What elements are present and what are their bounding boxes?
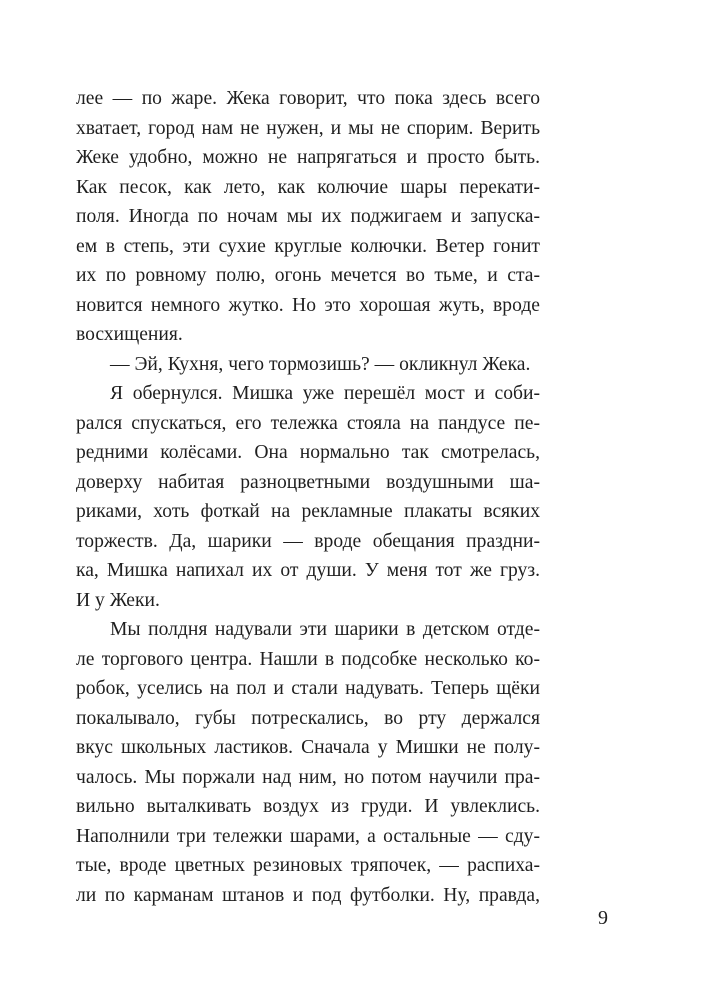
text-line: хватает, город нам не нужен, и мы не спорим. Верить (76, 117, 540, 139)
text-line: восхищения. (76, 324, 183, 345)
text-line: — Эй, Кухня, чего тормозишь? — окликнул Жека. (110, 353, 531, 375)
text-line: доверху набитая разноцветными воздушными ша- (76, 471, 540, 493)
text-line: ка, Мишка напихал их от души. У меня тот же груз. (76, 560, 540, 581)
page-number: 9 (598, 907, 608, 929)
text-line: их по ровному полю, огонь мечется во тьме, и ста- (76, 265, 540, 286)
body-text (76, 84, 540, 910)
text-line: Жеке удобно, можно не напрягаться и просто быть. (76, 147, 540, 168)
text-line: вильно выталкивать воздух из груди. И увлеклись. (76, 796, 540, 817)
text-line: новится немного жутко. Но это хорошая жуть, вроде (76, 294, 540, 316)
text-line: Наполнили три тележки шарами, а остальные — сду- (76, 825, 540, 847)
text-line: И у Жеки. (76, 589, 160, 611)
text-line: покалывало, губы потрескались, во рту держался (76, 707, 540, 729)
text-line: ем в степь, эти сухие круглые колючки. Ветер гонит (76, 235, 540, 257)
text-line: торжеств. Да, шарики — вроде обещания праздни- (76, 530, 540, 552)
text-line: поля. Иногда по ночам мы их поджигаем и запуска- (76, 206, 540, 227)
text-line: редними колёсами. Она нормально так смотрелась, (76, 442, 540, 463)
text-line: лее — по жаре. Жека говорит, что пока здесь всего (76, 88, 540, 109)
text-line: ли по карманам штанов и под футболки. Ну, правда, (76, 884, 540, 906)
text-line: Мы полдня надували эти шарики в детском отде- (110, 619, 540, 640)
text-line: Как песок, как лето, как колючие шары перекати- (76, 176, 540, 198)
text-line: ле торгового центра. Нашли в подсобке несколько ко- (76, 648, 540, 670)
text-line: Я обернулся. Мишка уже перешёл мост и соби- (110, 383, 540, 404)
text-line: рался спускаться, его тележка стояла на пандусе пе- (76, 412, 540, 434)
text-line: вкус школьных ластиков. Сначала у Мишки не полу- (76, 737, 540, 758)
text-line: тые, вроде цветных резиновых тряпочек, — распиха- (76, 855, 540, 876)
text-line: риками, хоть фоткай на рекламные плакаты всяких (76, 501, 540, 522)
text-line: чалось. Мы поржали над ним, но потом научили пра- (76, 766, 540, 788)
text-line: робок, уселись на пол и стали надувать. Теперь щёки (76, 678, 540, 699)
